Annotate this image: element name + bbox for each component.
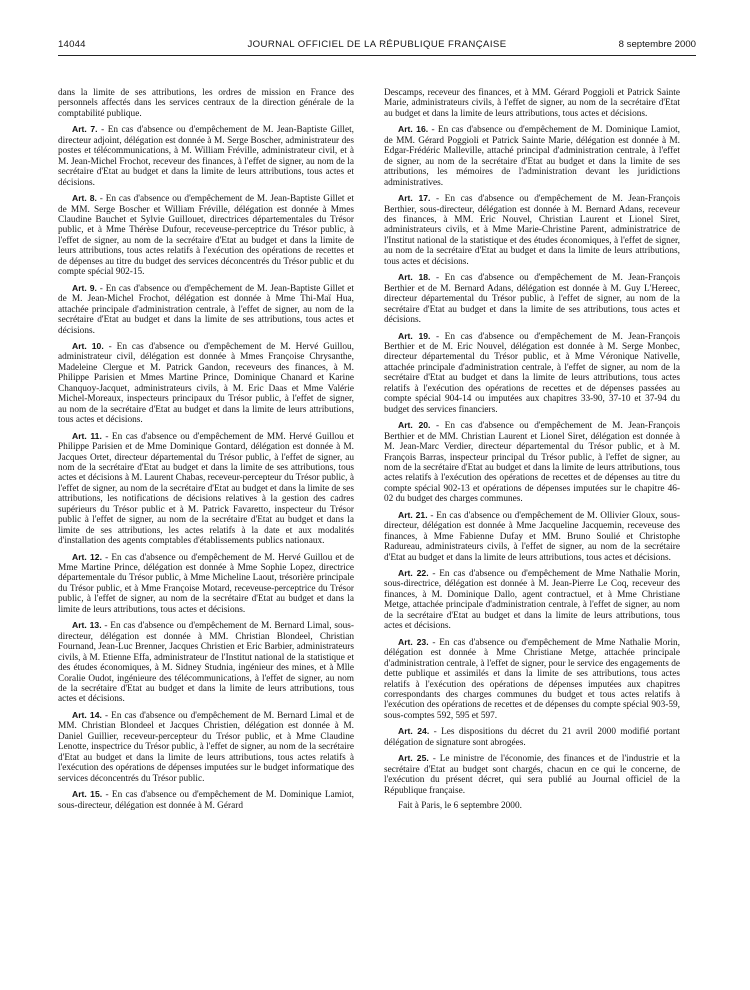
- article-paragraph: [384, 193, 680, 267]
- article-text: - En cas d'absence ou d'empêchement de M. Ollivier Gloux, sous-directeur, délégation est donnée à Mme Jacqueline Jacquemin, receveuse des finances, à Mme Fabienne Dufay et MM. Bruno Soulié et Christophe Radureau, administrateurs civils, à l'effet de signer, au nom de la secrétaire d'Etat au budget et dans la limite de leurs attributions, tous actes et décisions.: [384, 510, 680, 563]
- closing-line: Fait à Paris, le 6 septembre 2000.: [398, 801, 522, 812]
- article-paragraph: [384, 272, 680, 325]
- article-text: - Les dispositions du décret du 21 avril 2000 modifié portant délégation de signature sont abrogées.: [384, 727, 680, 748]
- article-text: - En cas d'absence ou d'empêchement de Mme Nathalie Morin, sous-directrice, délégation est donnée à M. Jean-Pierre Le Coq, receveur des finances, à M. Dominique Dallo, agent contractuel, et à Mme Christiane Metge, attachée principale d'administration centrale, à l'effet de signer, au nom de la secrétaire d'Etat au budget et dans la limite de leurs attributions, tous actes et décisions.: [384, 569, 680, 632]
- article-paragraph: [58, 552, 354, 616]
- article-label: Art. 25.: [398, 753, 429, 764]
- article-text: - En cas d'absence ou d'empêchement de M. Bernard Limal, sous-directeur, délégation est donnée à MM. Christian Blondeel, Christian Fournand, Jean-Luc Brenner, Jacques Christien et Eric Barbier, administrateurs civils, à M. Etienne Effa, administrateur de l'Institut national de la statistique et des études économiques, à M. Sidney Studnia, ingénieur des mines, et à Mlle Coralie Oudot, ingénieure des télécommunications, à l'effet de signer, au nom de la secrétaire d'Etat au budget et dans la limite de leurs attributions, tous actes et décisions.: [58, 621, 354, 705]
- article-text: - Le ministre de l'économie, des finances et de l'industrie et la secrétaire d'Etat au budget sont chargés, chacun en ce qui le concerne, de l'exécution du présent décret, qui sera publié au Journal officiel de la République française.: [384, 754, 680, 796]
- header-rule: [58, 55, 696, 56]
- article-label: Art. 24.: [398, 726, 430, 737]
- article-text: - En cas d'absence ou d'empêchement de M. Hervé Guillou, administrateur civil, délégation est donnée à Mmes Françoise Chrysanthe, Madeleine Clergue et M. Patrick Gandon, receveurs des finances, à M. Philippe Parisien et Mmes Martine Prince, Dominique Chanard et Karine Chanquoy-Jacquet, administrateurs civils, à M. Eric Daas et Mme Valérie Michel-Moreaux, inspecteurs principaux du Trésor public, à l'effet de signer, au nom de la secrétaire d'Etat au budget et dans la limite de leurs attributions, tous actes et décisions.: [58, 341, 354, 426]
- article-text: - En cas d'absence ou d'empêchement de M. Jean-François Berthier et de M. Bernard Adans, délégation est donnée à M. Guy L'Hereec, directeur départemental du Trésor public, à l'effet de signer, au nom de la secrétaire d'Etat au budget et dans la limite de ses attributions, tous actes et décisions.: [384, 273, 680, 326]
- left-column: [58, 88, 354, 978]
- article-label: Art. 19.: [398, 330, 431, 341]
- journal-title: JOURNAL OFFICIEL DE LA RÉPUBLIQUE FRANÇAISE: [247, 39, 507, 50]
- article-paragraph: [58, 431, 354, 547]
- article-paragraph: [58, 124, 354, 188]
- article-paragraph: [58, 789, 354, 811]
- article-label: Art. 12.: [72, 551, 102, 562]
- article-text: - En cas d'absence ou d'empêchement de M. Jean-François Berthier, sous-directeur, délégation est donnée à M. Bernard Adans, receveur des finances, à MM. Eric Nouvel, Christian Laurent et Lionel Siret, administrateurs civils, et à Mme Marie-Christine Parent, administratrice de l'Institut national de la statistique et des études économiques, à l'effet de signer, au nom de la secrétaire d'Etat au budget et dans la limite de leurs attributions, tous actes et décisions.: [384, 194, 680, 267]
- article-label: Art. 23.: [398, 636, 429, 647]
- article-paragraph: [384, 510, 680, 563]
- right-intro-paragraph: Descamps, receveur des finances, et à MM. Gérard Poggioli et Patrick Sainte Marie, administrateurs civils, à l'effet de signer, au nom de la secrétaire d'Etat au budget et dans la limite de leurs attributions, tous actes et décisions.: [384, 88, 680, 119]
- article-text: - En cas d'absence ou d'empêchement de M. Jean-François Berthier et de M. Eric Nouvel, délégation est donnée à M. Serge Monbec, directeur départemental du Trésor public, et à Mme Véronique Nativelle, attachée principale d'administration centrale, à l'effet de signer, au nom de la secrétaire d'Etat au budget et dans la limite de leurs attributions, tous actes relatifs à l'exécution des opérations de recettes et de dépenses passées au compte spécial 904-14 ou imputées aux chapitres 33-90, 37-10 et 37-94 du budget des services financiers.: [384, 331, 680, 415]
- article-paragraph: [384, 420, 680, 505]
- article-label: Art. 18.: [398, 272, 431, 283]
- article-label: Art. 11.: [72, 430, 102, 441]
- article-label: Art. 21.: [398, 509, 428, 520]
- article-paragraph: [384, 568, 680, 632]
- article-paragraph: [58, 193, 354, 278]
- article-paragraph: [384, 124, 680, 188]
- article-label: Art. 22.: [398, 568, 429, 579]
- article-paragraph: [58, 341, 354, 426]
- article-label: Art. 20.: [398, 420, 431, 431]
- article-paragraph: [58, 283, 354, 336]
- article-label: Art. 8.: [72, 193, 97, 204]
- article-paragraph: [384, 753, 680, 796]
- article-text: - En cas d'absence ou d'empêchement de M. Dominique Lamiot, sous-directeur, délégation est donnée à M. Gérard: [58, 790, 354, 811]
- article-label: Art. 14.: [72, 709, 102, 720]
- article-label: Art. 7.: [72, 124, 98, 135]
- left-articles: [58, 124, 354, 811]
- article-label: Art. 9.: [72, 282, 97, 293]
- article-paragraph: [384, 331, 680, 416]
- article-paragraph: [58, 620, 354, 705]
- article-label: Art. 16.: [398, 124, 429, 135]
- article-paragraph: [58, 710, 354, 784]
- left-intro-paragraph: dans la limite de ses attributions, les ordres de mission en France des personnels affectés dans les services centraux de la direction générale de la comptabilité publique.: [58, 88, 354, 119]
- article-paragraph: [384, 726, 680, 748]
- article-text: - En cas d'absence ou d'empêchement de M. Jean-Baptiste Gillet et de MM. Serge Boscher et William Fréville, délégation est donnée à Mmes Claudine Bauchet et Sylvie Guillouet, directrices départementales du Trésor public, et à Mme Thérèse Dufour, receveuse-perceptrice du Trésor public, à l'effet de signer, au nom de la secrétaire d'Etat au budget et dans la limite de leurs attributions, tous actes relatifs à l'exécution des opérations de recettes et de dépenses au titre du budget des services déconcentrés du Trésor public et du compte spécial 902-15.: [58, 194, 354, 278]
- publication-date: 8 septembre 2000: [618, 39, 696, 50]
- page-number: 14044: [58, 39, 86, 50]
- article-text: - En cas d'absence ou d'empêchement de Mme Nathalie Morin, délégation est donnée à Mme Christiane Metge, attachée principale d'administration centrale, à l'effet de signer, pour le service des engagements de dette publique et assimilés et dans la limite de ses attributions, tous actes relatifs à l'exécution des opérations de dépenses imputées aux chapitres correspondants des charges communes du budget et tous actes relatifs à l'exécution des opérations de recettes et de dépenses du compte spécial 903-59, sous-comptes 592, 595 et 597.: [384, 637, 680, 721]
- article-text: - En cas d'absence ou d'empêchement de M. Jean-François Berthier et de MM. Christian Laurent et Lionel Siret, délégation est donnée à M. Jean-Marc Verdier, directeur départemental du Trésor public, et à M. François Barras, inspecteur principal du Trésor public, à l'effet de signer, au nom de la secrétaire d'Etat au budget et dans la limite de leurs attributions, tous actes relatifs à l'exécution des opérations de recettes et de dépenses au titre du compte spécial 902-13 et opérations de dépenses imputées sur le chapitre 46-02 du budget des charges communes.: [384, 421, 680, 505]
- article-text: - En cas d'absence ou d'empêchement de MM. Hervé Guillou et Philippe Parisien et de Mme Dominique Gontard, délégation est donnée à M. Jacques Ortet, directeur départemental du Trésor public, à l'effet de signer, au nom de la secrétaire d'Etat au budget et dans la limite de ses attributions, tous actes et décisions à M. Laurent Chabas, receveur-percepteur du Trésor public, à l'effet de signer, au nom de la secrétaire d'Etat au budget et dans la limite de ses attributions, les notifications de décisions relatives à la gestion des cadres supérieurs du Trésor public et à M. Patrick Favaretto, inspecteur du Trésor public à l'effet de signer, au nom de la secrétaire d'Etat au budget et dans la limite de ses attributions, les actes relatifs à la date et aux modalités d'installation des agents comptables d'établissements publics nationaux.: [58, 431, 354, 547]
- article-label: Art. 17.: [398, 193, 431, 204]
- article-text: - En cas d'absence ou d'empêchement de M. Dominique Lamiot, de MM. Gérard Poggioli et Patrick Sainte Marie, délégation est donnée à M. Edgar-Frédéric Malleville, attaché principal d'administration centrale, à l'effet de signer, au nom de la secrétaire d'Etat au budget et dans la limite de ses attributions, les mémoires de l'administration devant les juridictions administratives.: [384, 125, 680, 188]
- article-text: - En cas d'absence ou d'empêchement de M. Jean-Baptiste Gillet et de M. Jean-Michel Frochot, délégation est donnée à Mme Thi-Maï Hua, attachée principale d'administration centrale, à l'effet de signer, au nom de la secrétaire d'Etat au budget et dans la limite de ses attributions, tous actes et décisions.: [58, 283, 354, 336]
- page-header: [58, 39, 696, 53]
- article-text: - En cas d'absence ou d'empêchement de M. Hervé Guillou et de Mme Martine Prince, délégation est donnée à Mme Sophie Lopez, directrice départementale du Trésor public, à Mme Micheline Laout, trésorière principale du Trésor public, et à Mme Françoise Motard, receveuse-perceptrice du Trésor public, à l'effet de signer, au nom de la secrétaire d'Etat au budget et dans la limite de leurs attributions, tous actes et décisions.: [58, 552, 354, 615]
- article-label: Art. 15.: [72, 789, 103, 800]
- article-paragraph: [384, 637, 680, 722]
- article-label: Art. 10.: [72, 340, 104, 351]
- article-text: - En cas d'absence ou d'empêchement de M. Bernard Limal et de MM. Christian Blondeel et Jacques Christien, délégation est donnée à M. Daniel Guillier, receveur-percepteur du Trésor public, et à Mme Claudine Lenotte, inspectrice du Trésor public, à l'effet de signer, au nom de la secrétaire d'Etat au budget et dans la limite de leurs attributions, tous actes relatifs à l'exécution des opérations de dépenses imputées sur le budget informatique des services déconcentrés du Trésor public.: [58, 710, 354, 784]
- article-text: - En cas d'absence ou d'empêchement de M. Jean-Baptiste Gillet, directeur adjoint, délégation est donnée à M. Serge Boscher, administrateur des postes et télécommunications, à M. William Fréville, administrateur civil, et à M. Jean-Michel Frochot, receveur des finances, à l'effet de signer, au nom de la secrétaire d'Etat au budget et dans la limite de leurs attributions, tous actes et décisions.: [58, 125, 354, 188]
- right-articles: [384, 124, 680, 796]
- right-column: [384, 88, 680, 978]
- article-label: Art. 13.: [72, 620, 102, 631]
